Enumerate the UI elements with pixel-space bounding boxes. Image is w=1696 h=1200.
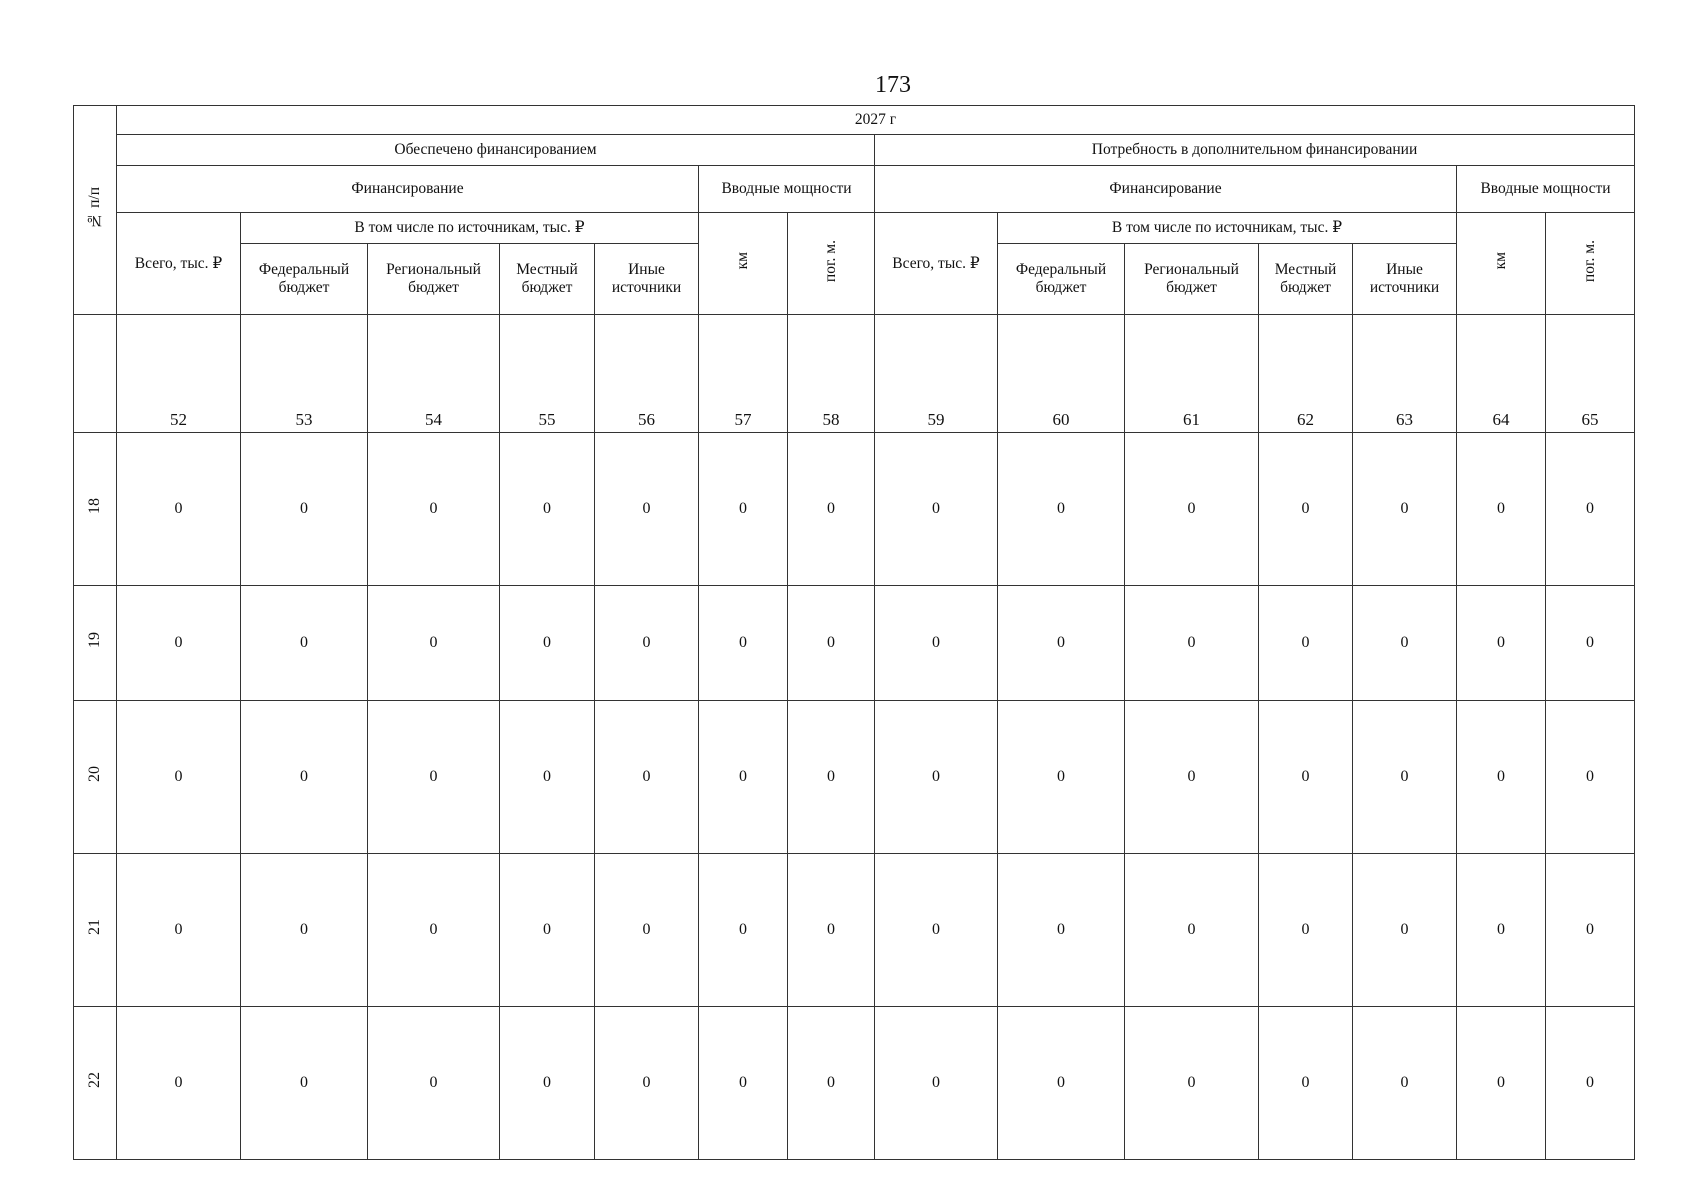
table-cell: 0 — [699, 433, 788, 586]
page-number: 173 — [875, 72, 911, 98]
financing-table — [73, 105, 1635, 1160]
financing-header: Финансирование — [117, 166, 699, 213]
regional-budget-header: Региональный бюджет — [1125, 244, 1259, 315]
table-cell: 0 — [1353, 701, 1457, 854]
row-number: 20 — [74, 701, 117, 854]
table-cell: 0 — [1125, 854, 1259, 1007]
secured-funding-header: Обеспечено финансированием — [117, 135, 875, 166]
table-cell: 0 — [699, 1007, 788, 1160]
table-cell: 0 — [595, 586, 699, 701]
table-cell: 0 — [1353, 433, 1457, 586]
column-number: 65 — [1546, 315, 1635, 433]
table-row — [74, 1007, 1635, 1160]
table-cell: 0 — [368, 701, 500, 854]
table-cell: 0 — [1457, 701, 1546, 854]
row-number: 18 — [74, 433, 117, 586]
km-header: км — [699, 213, 788, 315]
table-cell: 0 — [368, 1007, 500, 1160]
total-header: Всего, тыс. ₽ — [875, 213, 998, 315]
table-cell: 0 — [117, 1007, 241, 1160]
other-sources-header: Иные источники — [595, 244, 699, 315]
total-header: Всего, тыс. ₽ — [117, 213, 241, 315]
table-cell: 0 — [1125, 1007, 1259, 1160]
linear-m-header: пог. м. — [1546, 213, 1635, 315]
table-cell: 0 — [1125, 433, 1259, 586]
federal-budget-header: Федеральный бюджет — [241, 244, 368, 315]
column-number: 52 — [117, 315, 241, 433]
table-cell: 0 — [595, 1007, 699, 1160]
table-cell: 0 — [368, 433, 500, 586]
table-cell: 0 — [699, 586, 788, 701]
other-sources-header: Иные источники — [1353, 244, 1457, 315]
table-cell: 0 — [998, 854, 1125, 1007]
table-cell: 0 — [595, 701, 699, 854]
table-cell: 0 — [875, 586, 998, 701]
table-cell: 0 — [1353, 1007, 1457, 1160]
table-cell: 0 — [788, 854, 875, 1007]
table-cell: 0 — [875, 701, 998, 854]
table-cell: 0 — [241, 586, 368, 701]
table-cell: 0 — [998, 701, 1125, 854]
table-cell: 0 — [788, 1007, 875, 1160]
column-number: 62 — [1259, 315, 1353, 433]
column-number: 56 — [595, 315, 699, 433]
capacity-header: Вводные мощности — [699, 166, 875, 213]
table-cell: 0 — [1259, 433, 1353, 586]
column-number: 64 — [1457, 315, 1546, 433]
table-cell: 0 — [788, 433, 875, 586]
table-cell: 0 — [117, 586, 241, 701]
additional-funding-header: Потребность в дополнительном финансировании — [875, 135, 1635, 166]
table-row — [74, 433, 1635, 586]
column-number: 54 — [368, 315, 500, 433]
table-cell: 0 — [998, 586, 1125, 701]
table-cell: 0 — [241, 433, 368, 586]
table-cell: 0 — [699, 854, 788, 1007]
table-cell: 0 — [1457, 1007, 1546, 1160]
column-number: 58 — [788, 315, 875, 433]
table-cell: 0 — [595, 433, 699, 586]
financing-header: Финансирование — [875, 166, 1457, 213]
table-cell: 0 — [699, 701, 788, 854]
local-budget-header: Местный бюджет — [1259, 244, 1353, 315]
table-cell: 0 — [368, 586, 500, 701]
table-cell: 0 — [1457, 433, 1546, 586]
table-cell: 0 — [1125, 586, 1259, 701]
table-cell: 0 — [1457, 586, 1546, 701]
table-cell: 0 — [117, 854, 241, 1007]
table-cell: 0 — [1546, 1007, 1635, 1160]
table-cell: 0 — [117, 701, 241, 854]
table-cell: 0 — [368, 854, 500, 1007]
table-cell: 0 — [1259, 854, 1353, 1007]
linear-m-header: пог. м. — [788, 213, 875, 315]
column-number: 59 — [875, 315, 998, 433]
regional-budget-header: Региональный бюджет — [368, 244, 500, 315]
table-cell: 0 — [500, 433, 595, 586]
column-number: 55 — [500, 315, 595, 433]
local-budget-header: Местный бюджет — [500, 244, 595, 315]
column-number-row — [74, 315, 1635, 433]
table-cell: 0 — [1125, 701, 1259, 854]
table-cell: 0 — [998, 1007, 1125, 1160]
table-row — [74, 586, 1635, 701]
table-cell: 0 — [500, 701, 595, 854]
capacity-header: Вводные мощности — [1457, 166, 1635, 213]
table-cell: 0 — [1546, 433, 1635, 586]
row-number: 22 — [74, 1007, 117, 1160]
by-sources-header: В том числе по источникам, тыс. ₽ — [241, 213, 699, 244]
table-cell: 0 — [1457, 854, 1546, 1007]
table-cell: 0 — [1353, 586, 1457, 701]
column-number: 53 — [241, 315, 368, 433]
column-number: 60 — [998, 315, 1125, 433]
table-cell: 0 — [1546, 586, 1635, 701]
table-cell: 0 — [500, 854, 595, 1007]
table-cell: 0 — [875, 1007, 998, 1160]
row-number-header: № п/п — [74, 106, 117, 315]
table-cell: 0 — [117, 433, 241, 586]
table-cell: 0 — [1259, 1007, 1353, 1160]
table-cell: 0 — [241, 701, 368, 854]
column-number: 63 — [1353, 315, 1457, 433]
table-cell: 0 — [788, 701, 875, 854]
row-number: 19 — [74, 586, 117, 701]
table-cell: 0 — [1353, 854, 1457, 1007]
table-cell: 0 — [788, 586, 875, 701]
column-number: 61 — [1125, 315, 1259, 433]
km-header: км — [1457, 213, 1546, 315]
table-cell: 0 — [595, 854, 699, 1007]
table-cell: 0 — [241, 1007, 368, 1160]
table-cell: 0 — [998, 433, 1125, 586]
table-cell: 0 — [1259, 701, 1353, 854]
table-cell: 0 — [875, 854, 998, 1007]
table-cell: 0 — [1546, 854, 1635, 1007]
table-cell: 0 — [1259, 586, 1353, 701]
table-cell: 0 — [1546, 701, 1635, 854]
table-cell: 0 — [500, 1007, 595, 1160]
table-cell: 0 — [875, 433, 998, 586]
table-row — [74, 701, 1635, 854]
table-row — [74, 854, 1635, 1007]
year-header: 2027 г — [117, 106, 1635, 135]
federal-budget-header: Федеральный бюджет — [998, 244, 1125, 315]
column-number: 57 — [699, 315, 788, 433]
row-number: 21 — [74, 854, 117, 1007]
table-cell: 0 — [500, 586, 595, 701]
by-sources-header: В том числе по источникам, тыс. ₽ — [998, 213, 1457, 244]
table-cell: 0 — [241, 854, 368, 1007]
